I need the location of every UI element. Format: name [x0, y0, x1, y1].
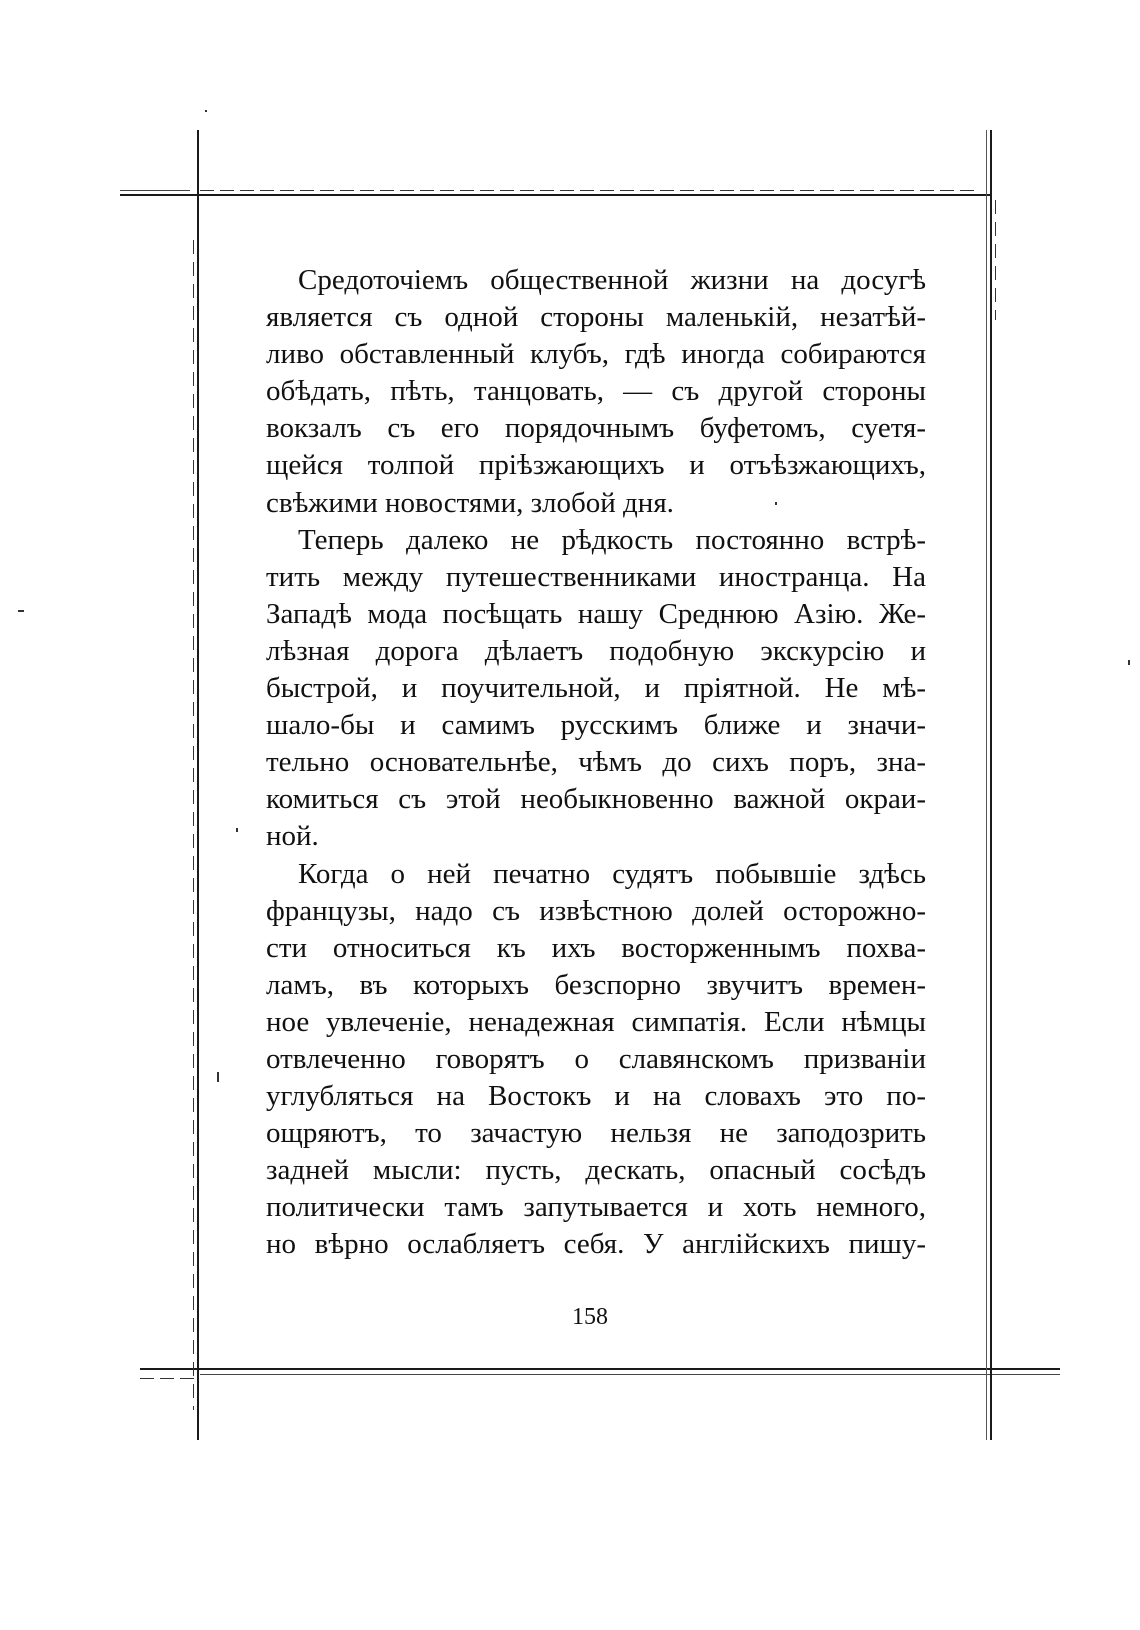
text-line: ной.: [266, 820, 319, 853]
left-rule-thick: [197, 130, 199, 1440]
left-rule-dashed: [193, 240, 194, 1410]
right-rule-thin: [986, 130, 987, 1440]
right-rule-dashed: [995, 200, 996, 320]
text-line: но вѣрно ослабляетъ себя. У англійскихъ пишу-: [266, 1228, 926, 1261]
bottom-rule-thick: [140, 1368, 1060, 1370]
text-line: Когда о ней печатно судятъ побывшіе здѣсь: [298, 857, 926, 890]
scan-speck: [18, 610, 24, 612]
bottom-rule-thin: [200, 1374, 1060, 1375]
text-line: шало-бы и самимъ русскимъ ближе и значи-: [266, 709, 926, 742]
text-line: углубляться на Востокъ и на словахъ это по-: [266, 1080, 926, 1113]
top-rule-dashed: [200, 190, 980, 191]
scan-speck: [236, 828, 238, 832]
text-line: ливо обставленный клубъ, гдѣ иногда собираются: [266, 338, 926, 371]
text-line: щейся толпой пріѣзжающихъ и отъѣзжающихъ,: [266, 449, 926, 482]
text-line: ное увлеченіе, ненадежная симпатія. Если нѣмцы: [266, 1005, 926, 1038]
scan-speck: [1128, 660, 1130, 665]
text-line: ощряютъ, то зачастую нельзя не заподозрить: [266, 1117, 926, 1150]
text-line: Теперь далеко не рѣдкость постоянно встрѣ-: [298, 523, 926, 556]
top-rule-thick: [120, 194, 990, 196]
text-line: политически тамъ запутывается и хоть немного,: [266, 1191, 926, 1224]
body-text: [266, 262, 926, 1264]
text-line: Средоточіемъ общественной жизни на досугѣ: [298, 264, 926, 296]
text-line: ламъ, въ которыхъ безспорно звучитъ времен-: [266, 968, 926, 1001]
text-line: вокзалъ съ его порядочнымъ буфетомъ, суетя-: [266, 412, 926, 445]
text-line: тельно основательнѣе, чѣмъ до сихъ поръ, зна-: [266, 746, 926, 779]
page-number: 158: [572, 1304, 608, 1330]
bottom-rule-dashed: [140, 1378, 200, 1379]
text-line: отвлеченно говорятъ о славянскомъ призваніи: [266, 1042, 926, 1075]
scan-speck: [217, 1072, 219, 1082]
text-line: лѣзная дорога дѣлаетъ подобную экскурсію и: [266, 634, 926, 667]
text-line: сти относиться къ ихъ восторженнымъ похва-: [266, 931, 926, 964]
text-line: тить между путешественниками иностранца. На: [266, 560, 926, 593]
top-rule-thin: [120, 190, 190, 191]
scan-speck: [205, 110, 207, 112]
text-line: задней мысли: пусть, дескать, опасный сосѣдъ: [266, 1154, 926, 1187]
text-line: обѣдать, пѣть, танцовать, — съ другой стороны: [266, 375, 926, 408]
right-rule-thick: [990, 130, 992, 1440]
text-line: Западѣ мода посѣщать нашу Среднюю Азію. Же-: [266, 597, 926, 630]
text-line: свѣжими новостями, злобой дня.: [266, 486, 674, 519]
text-line: французы, надо съ извѣстною долей осторожно-: [266, 894, 926, 927]
text-line: комиться съ этой необыкновенно важной окраи-: [266, 783, 926, 816]
text-line: быстрой, и поучительной, и пріятной. Не мѣ-: [266, 672, 926, 705]
text-line: является съ одной стороны маленькій, незатѣй-: [266, 301, 926, 334]
